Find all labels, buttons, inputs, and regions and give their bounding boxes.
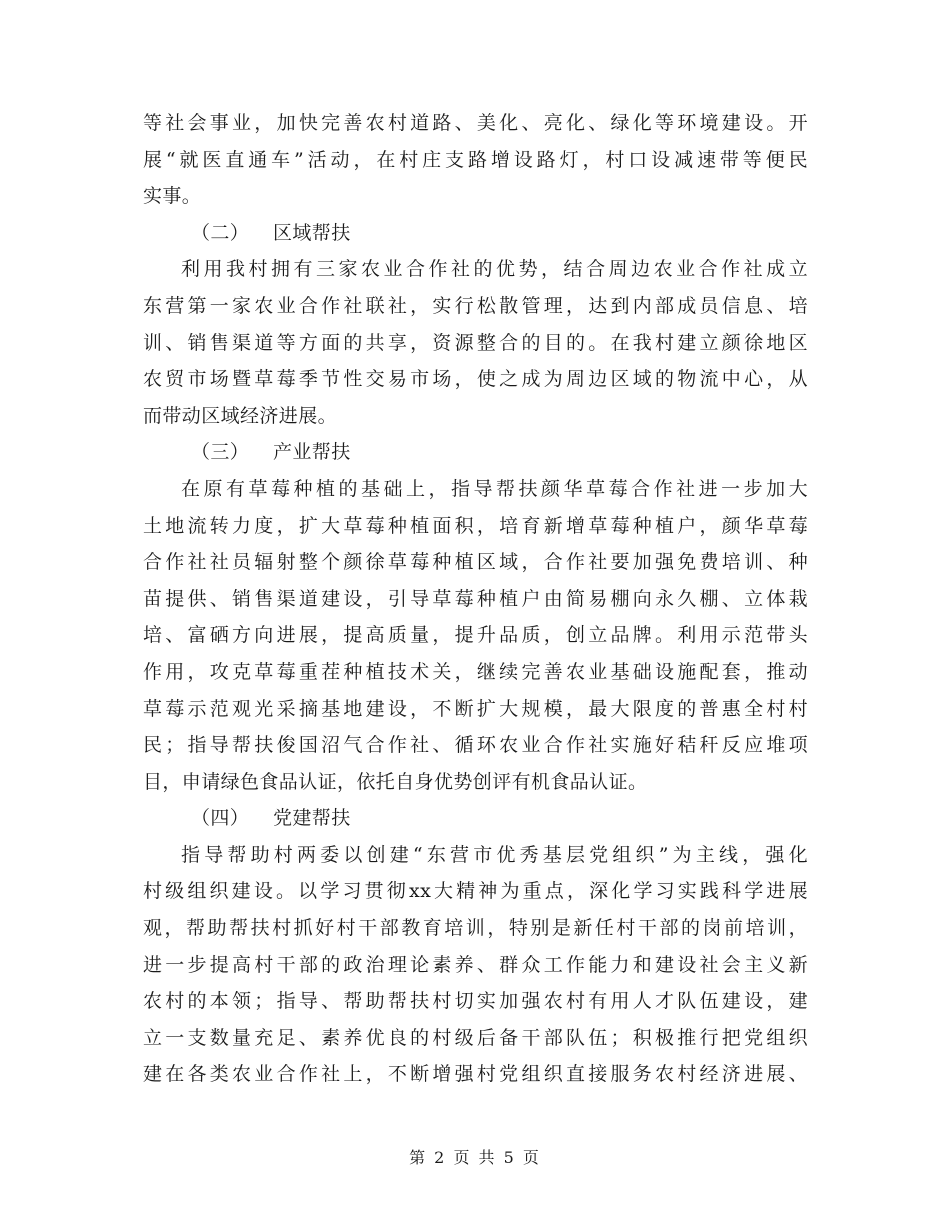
text-line: 立一支数量充足、素养优良的村级后备干部队伍；积极推行把党组织: [143, 1026, 808, 1049]
section-heading: [143, 800, 808, 837]
text-line: 草莓示范观光采摘基地建设，不断扩大规模，最大限度的普惠全村村: [143, 697, 808, 720]
section-number: （四）: [191, 807, 250, 830]
text-line: 进一步提高村干部的政治理论素养、群众工作能力和建设社会主义新: [143, 953, 808, 976]
text-line: 目，申请绿色食品认证，依托自身优势创评有机食品认证。: [143, 770, 648, 793]
text-line: 观，帮助帮扶村抓好村干部教育培训，特别是新任村干部的岗前培训，: [143, 917, 808, 940]
page-footer: 第 2 页 共 5 页: [409, 1148, 541, 1167]
section-title: 区域帮扶: [273, 221, 351, 244]
text-line: 建在各类农业合作社上，不断增强村党组织直接服务农村经济进展、: [143, 1063, 808, 1086]
section-title: 党建帮扶: [273, 807, 351, 830]
text-line: 指导帮助村两委以创建“东营市优秀基层党组织”为主线，强化: [181, 843, 808, 866]
section-number: （二）: [191, 221, 250, 244]
section-title: 产业帮扶: [273, 441, 351, 464]
body-text: [143, 105, 808, 1093]
text-line: 训、销售渠道等方面的共享，资源整合的目的。在我村建立颜徐地区: [143, 331, 808, 354]
text-line: 等社会事业，加快完善农村道路、美化、亮化、绿化等环境建设。开: [143, 112, 808, 134]
section-number: （三）: [191, 441, 250, 464]
text-line: 作用，攻克草莓重茬种植技术关，继续完善农业基础设施配套，推动: [143, 660, 808, 683]
text-line: 苗提供、销售渠道建设，引导草莓种植户由简易棚向永久棚、立体栽: [143, 587, 808, 610]
text-line: 在原有草莓种植的基础上，指导帮扶颜华草莓合作社进一步加大: [181, 477, 808, 500]
section-heading: [143, 215, 808, 252]
text-line: 村级组织建设。以学习贯彻xx大精神为重点，深化学习实践科学进展: [143, 880, 808, 903]
text-line: 民；指导帮扶俊国沼气合作社、循环农业合作社实施好秸秆反应堆项: [143, 734, 808, 757]
text-line: 实事。: [143, 185, 202, 208]
text-line: 农贸市场暨草莓季节性交易市场，使之成为周边区域的物流中心，从: [143, 368, 808, 391]
text-line: 展“就医直通车”活动，在村庄支路增设路灯，村口设减速带等便民: [143, 148, 808, 171]
text-line: 利用我村拥有三家农业合作社的优势，结合周边农业合作社成立: [181, 258, 808, 281]
text-line: 培、富硒方向进展，提高质量，提升品质，创立品牌。利用示范带头: [143, 624, 808, 647]
text-line: 农村的本领；指导、帮助帮扶村切实加强农村有用人才队伍建设，建: [143, 990, 808, 1013]
section-heading: [143, 434, 808, 471]
text-line: 而带动区域经济进展。: [143, 404, 338, 427]
text-line: 合作社社员辐射整个颜徐草莓种植区域，合作社要加强免费培训、种: [143, 551, 808, 574]
text-line: 土地流转力度，扩大草莓种植面积，培育新增草莓种植户，颜华草莓: [143, 514, 808, 537]
text-line: 东营第一家农业合作社联社，实行松散管理，达到内部成员信息、培: [143, 294, 808, 317]
